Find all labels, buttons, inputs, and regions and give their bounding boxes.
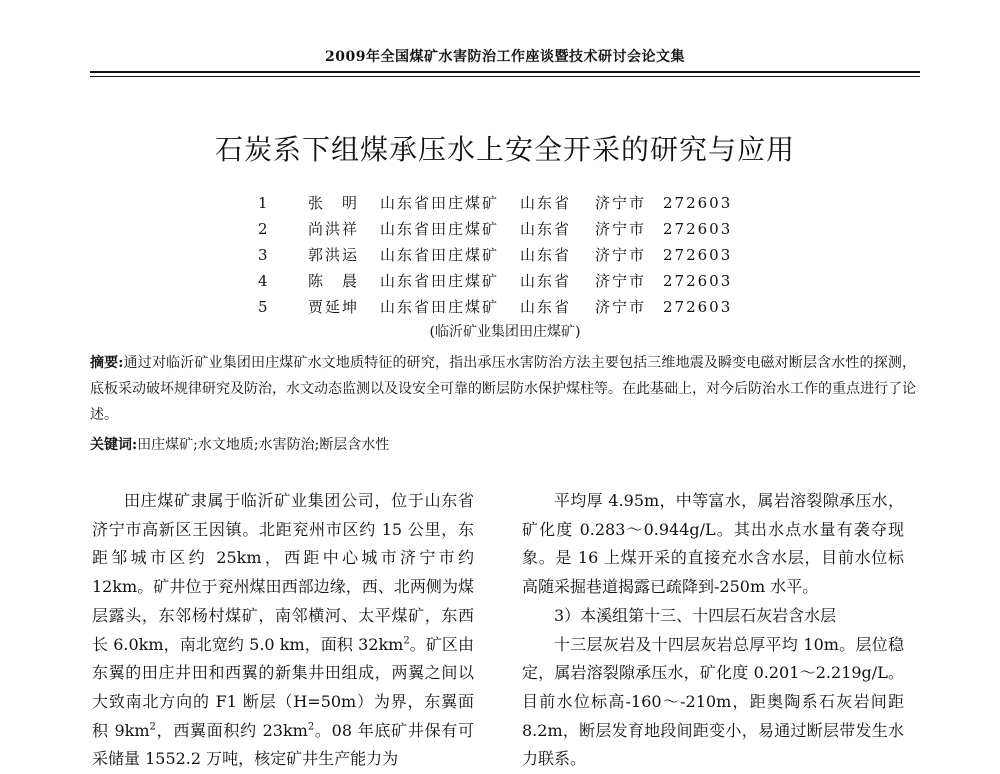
author-org: 山东省田庄煤矿 [380,220,500,238]
paragraph-text: ，西翼面积约 23km [155,720,308,740]
author-province: 山东省 [520,194,572,212]
author-row [230,268,790,294]
superscript: 2 [307,721,315,733]
paper-title: 石炭系下组煤承压水上安全开采的研究与应用 [214,133,795,166]
affiliation: (临沂矿业集团田庄煤矿) [429,324,581,340]
author-list [230,190,790,320]
author-row [230,242,790,268]
author-org: 山东省田庄煤矿 [380,272,500,290]
author-index: 5 [258,298,270,316]
author-org: 山东省田庄煤矿 [380,298,500,316]
author-index: 4 [258,272,270,290]
abstract-text: 通过对临沂矿业集团田庄煤矿水文地质特征的研究，指出承压水害防治方法主要包括三维地震及瞬变电磁对断层含水性的探测，底板采动破坏规律研究及防治，水文动态监测以及设安全可靠的断层防水保护煤柱等。在此基础上，对今后防治水工作的重点进行了论述。 [90,355,917,423]
author-postcode: 272603 [663,220,733,238]
body-column-right [522,487,904,774]
author-name: 陈 晨 [308,272,360,290]
author-city: 济宁市 [595,298,647,316]
header-rule-thick [90,71,920,73]
paragraph-text: 。矿区由东翼的田庄井田和西翼的新集井田组成，两翼之间以大致南北方向的 F1 断层（H=50m）为界，东翼面积 9km [92,634,474,740]
author-org: 山东省田庄煤矿 [380,194,500,212]
superscript: 2 [149,721,156,733]
keywords-label: 关键词: [90,437,138,453]
header-rule-thin [90,76,920,77]
author-city: 济宁市 [595,220,647,238]
author-city: 济宁市 [595,246,647,264]
paragraph-text: 平均厚 4.95m，中等富水，属岩溶裂隙承压水，矿化度 0.283～0.944g/L。其出水点水量有袭夺现象。是 16 上煤开采的直接充水含水层，目前水位标高随采掘巷道揭露已疏降到-250m 水平。 [522,491,904,597]
keywords-text: 田庄煤矿;水文地质;水害防治;断层含水性 [137,437,390,453]
paragraph-text: 。08 年底矿井保有可采储量 1552.2 万吨，核定矿井生产能力为 [92,720,474,769]
author-row [230,190,790,216]
running-header: 2009年全国煤矿水害防治工作座谈暨技术研讨会论文集 [325,49,685,65]
author-province: 山东省 [520,220,572,238]
author-city: 济宁市 [595,272,647,290]
author-province: 山东省 [520,246,572,264]
author-name: 郭洪运 [308,246,360,264]
author-postcode: 272603 [663,298,733,316]
author-name: 尚洪祥 [308,220,360,238]
author-index: 3 [258,246,270,264]
author-province: 山东省 [520,272,572,290]
author-index: 1 [258,194,270,212]
section-heading: 3）本溪组第十三、十四层石灰岩含水层 [554,605,837,625]
author-province: 山东省 [520,298,572,316]
body-paragraph [92,487,474,774]
body-paragraph [522,487,904,602]
author-city: 济宁市 [595,194,647,212]
superscript: 2 [403,635,410,647]
body-paragraph: 十三层灰岩及十四层灰岩总厚平均 10m。层位稳定，属岩溶裂隙承压水，矿化度 0.201～2.219g/L。目前水位标高-160～-210m，距奥陶系石灰岩间距 8.2m，断层发育地段间距变小，易通过断层带发生水力联系。 [522,634,904,769]
abstract [90,350,916,428]
author-name: 贾延坤 [308,298,360,316]
keywords [90,432,916,458]
paragraph-text: 田庄煤矿隶属于临沂矿业集团公司，位于山东省济宁市高新区王因镇。北距兖州市区约 15 公里，东距邹城市区约 25km，西距中心城市济宁市约 12km。矿井位于兖州煤田西部边缘，西、北两侧为煤层露头，东邻杨村煤矿，南邻横河、太平煤矿，东西长 6.0km，南北宽约 5.0 km，面积 32km [92,491,474,654]
author-postcode: 272603 [663,246,733,264]
author-postcode: 272603 [663,272,733,290]
author-index: 2 [258,220,270,238]
author-name: 张 明 [308,194,360,212]
author-org: 山东省田庄煤矿 [380,246,500,264]
author-row [230,216,790,242]
author-postcode: 272603 [663,194,733,212]
abstract-label: 摘要: [90,355,124,371]
author-row [230,294,790,320]
body-column-left [92,487,474,774]
